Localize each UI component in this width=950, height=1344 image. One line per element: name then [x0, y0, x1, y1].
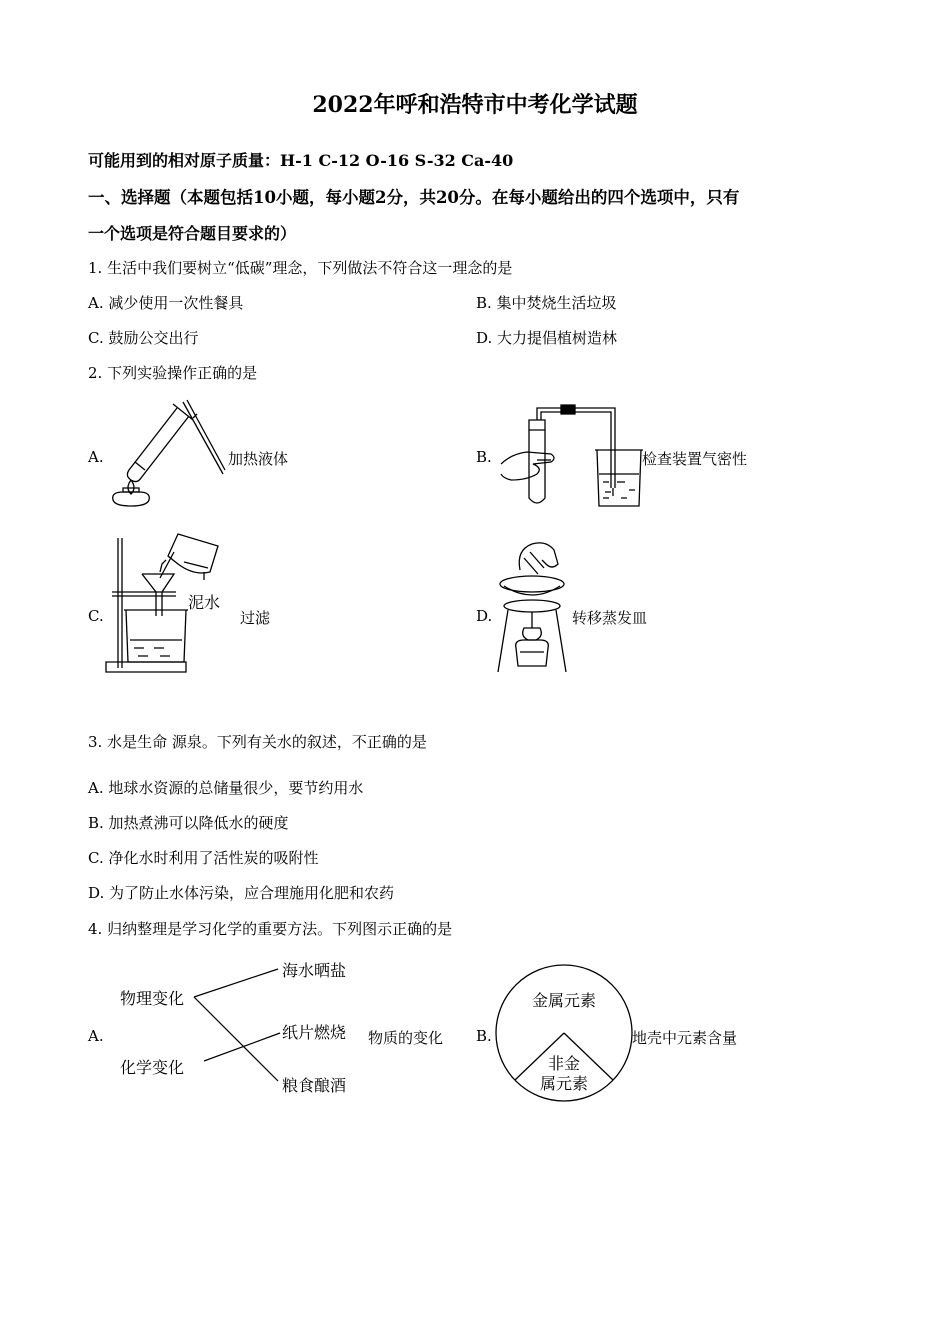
question-2-option-d-letter: D.: [476, 607, 493, 625]
question-1-option-b: B. 集中焚烧生活垃圾: [476, 294, 617, 312]
nonmetal-element-label-line2: 属元素: [539, 1074, 589, 1093]
question-2-option-a-letter: A.: [88, 448, 104, 466]
question-2-option-c-caption: 过滤: [240, 609, 271, 627]
question-4-option-a-caption: 物质的变化: [368, 1029, 444, 1047]
heating-liquid-icon: [105, 396, 225, 506]
seawater-salt-label: 海水晒盐: [282, 961, 347, 980]
evaporating-dish-icon: [494, 540, 574, 676]
link-physical-seasalt: [194, 969, 278, 997]
muddy-water-label: 泥水: [188, 593, 221, 612]
physical-change-label: 物理变化: [120, 989, 185, 1008]
question-4-option-a-letter: A.: [88, 1027, 104, 1045]
airtightness-check-icon: [497, 402, 647, 512]
question-3-stem: 3. 水是生命 源泉。下列有关水的叙述，不正确的是: [88, 733, 427, 751]
question-4-stem: 4. 归纳整理是学习化学的重要方法。下列图示正确的是: [88, 920, 453, 938]
link-chemical-burning: [204, 1033, 280, 1061]
question-4-option-b-caption: 地壳中元素含量: [632, 1029, 738, 1047]
question-2-stem: 2. 下列实验操作正确的是: [88, 364, 258, 382]
question-4-option-b-letter: B.: [476, 1027, 492, 1045]
question-2-option-a-caption: 加热液体: [228, 450, 289, 468]
question-3-option-c: C. 净化水时利用了活性炭的吸附性: [88, 849, 319, 867]
question-1-option-d: D. 大力提倡植树造林: [476, 329, 618, 347]
question-3-option-b: B. 加热煮沸可以降低水的硬度: [88, 814, 289, 832]
section-heading-line1: 一、选择题（本题包括10小题，每小题2分，共20分。在每小题给出的四个选项中，只有: [88, 188, 740, 207]
filtration-icon: [104, 528, 229, 678]
question-3-option-d: D. 为了防止水体污染，应合理施用化肥和农药: [88, 884, 395, 902]
question-1-option-c: C. 鼓励公交出行: [88, 329, 199, 347]
question-2-option-c-letter: C.: [88, 607, 104, 625]
chemical-change-label: 化学变化: [120, 1058, 185, 1077]
grain-brewing-label: 粮食酿酒: [282, 1076, 347, 1095]
question-1-option-a: A. 减少使用一次性餐具: [88, 294, 244, 312]
metal-element-label: 金属元素: [531, 991, 597, 1010]
page-title: 2022年呼和浩特市中考化学试题: [312, 92, 638, 118]
section-heading-line2: 一个选项是符合题目要求的）: [88, 224, 297, 243]
paper-burning-label: 纸片燃烧: [282, 1023, 347, 1042]
question-2-option-b-caption: 检查装置气密性: [642, 450, 748, 468]
question-2-option-d-caption: 转移蒸发皿: [572, 609, 648, 627]
crust-element-pie: [493, 962, 635, 1104]
question-1-stem: 1. 生活中我们要树立“低碳”理念，下列做法不符合这一理念的是: [88, 259, 513, 277]
question-3-option-a: A. 地球水资源的总储量很少，要节约用水: [88, 779, 364, 797]
question-2-option-b-letter: B.: [476, 448, 492, 466]
atomic-masses: 可能用到的相对原子质量：H-1 C-12 O-16 S-32 Ca-40: [88, 151, 514, 170]
nonmetal-element-label-line1: 非金: [547, 1054, 581, 1073]
substance-change-diagram: [118, 955, 358, 1100]
